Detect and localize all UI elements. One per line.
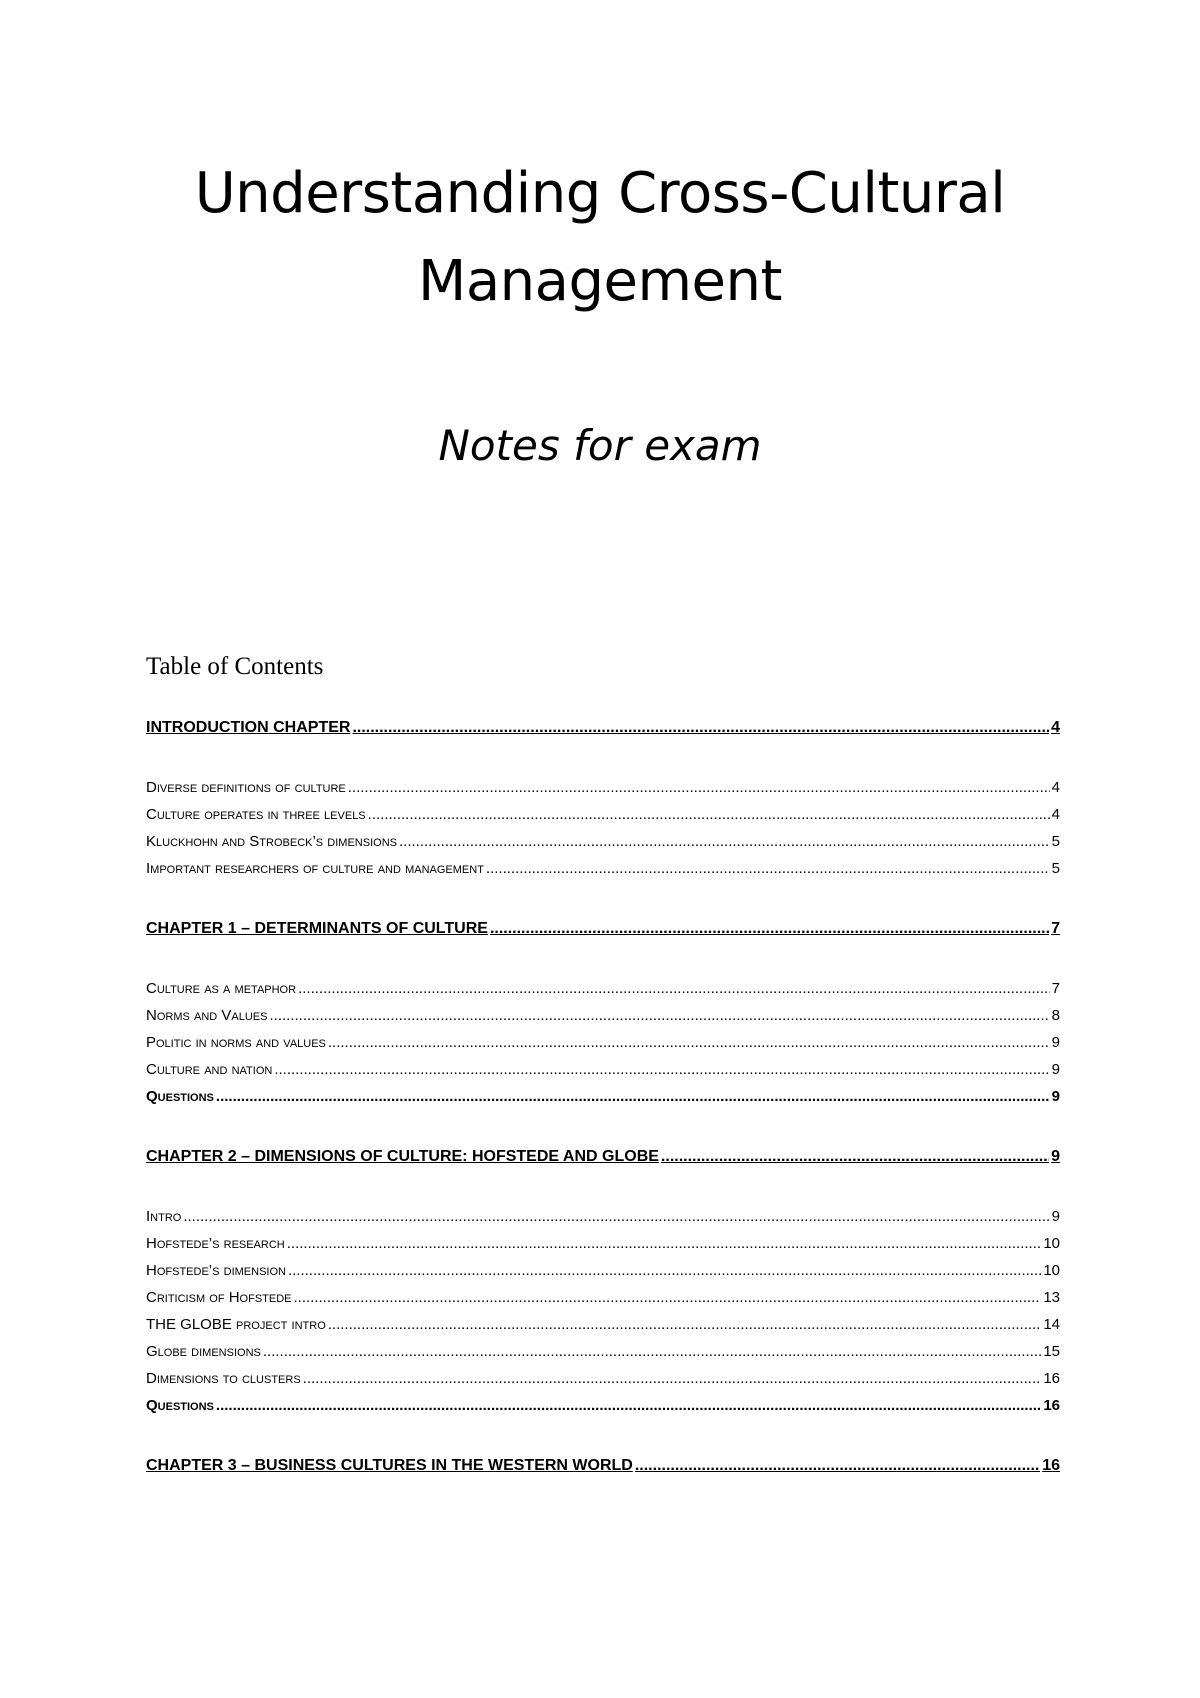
toc-chapter-title: CHAPTER 3 – BUSINESS CULTURES IN THE WESTERN WORLD [146, 1457, 633, 1474]
toc-entry[interactable] [146, 1029, 1060, 1056]
toc-entry[interactable] [146, 1083, 1060, 1110]
toc-dot-leader [328, 1311, 1042, 1338]
toc-dot-leader [216, 1392, 1041, 1419]
toc-entry-title: Hofstede’s dimension [146, 1262, 286, 1279]
toc-page-number: 5 [1051, 833, 1060, 850]
toc-entry[interactable] [146, 975, 1060, 1002]
toc-page-number: 7 [1051, 920, 1060, 937]
toc-chapter-2[interactable] [146, 1143, 1060, 1170]
toc-entry-title: Culture and nation [146, 1061, 273, 1078]
table-of-contents [146, 650, 1060, 1512]
toc-dot-leader [399, 828, 1050, 855]
toc-section-list [146, 774, 1060, 882]
toc-dot-leader [635, 1452, 1040, 1479]
toc-heading: Table of Contents [146, 653, 324, 680]
toc-dot-leader [303, 1365, 1042, 1392]
toc-entry-title: Hofstede’s research [146, 1235, 285, 1252]
toc-page-number: 9 [1051, 1061, 1060, 1078]
toc-chapter-3[interactable] [146, 1452, 1060, 1479]
toc-page-number: 10 [1043, 1262, 1060, 1279]
toc-dot-leader [352, 714, 1049, 741]
toc-page-number: 9 [1051, 1148, 1060, 1165]
toc-section-list [146, 975, 1060, 1110]
toc-chapter-title: CHAPTER 2 – DIMENSIONS OF CULTURE: HOFSTEDE AND GLOBE [146, 1148, 659, 1165]
toc-entry[interactable] [146, 1257, 1060, 1284]
toc-entry[interactable] [146, 1365, 1060, 1392]
toc-entry-title: Diverse definitions of culture [146, 779, 346, 796]
toc-dot-leader [216, 1083, 1050, 1110]
toc-entry[interactable] [146, 1002, 1060, 1029]
toc-page-number: 8 [1051, 1007, 1060, 1024]
toc-dot-leader [348, 774, 1050, 801]
toc-page-number: 4 [1051, 806, 1060, 823]
toc-page-number: 15 [1043, 1343, 1060, 1360]
toc-entry-title: Culture as a metaphor [146, 980, 297, 997]
toc-dot-leader [294, 1284, 1042, 1311]
toc-dot-leader [269, 1002, 1049, 1029]
toc-entry[interactable] [146, 1311, 1060, 1338]
toc-entry-title: Politic in norms and values [146, 1034, 326, 1051]
toc-dot-leader [183, 1203, 1049, 1230]
toc-page-number: 16 [1043, 1397, 1060, 1414]
toc-entry[interactable] [146, 1284, 1060, 1311]
toc-entry[interactable] [146, 774, 1060, 801]
toc-page-number: 16 [1042, 1457, 1060, 1474]
toc-entry-title: Globe dimensions [146, 1343, 261, 1360]
toc-page-number: 5 [1051, 860, 1060, 877]
toc-page-number: 16 [1043, 1370, 1060, 1387]
toc-entry[interactable] [146, 828, 1060, 855]
toc-dot-leader [490, 915, 1049, 942]
title-block [0, 150, 1200, 326]
toc-page-number: 4 [1051, 779, 1060, 796]
toc-page-number: 14 [1043, 1316, 1060, 1333]
toc-dot-leader [287, 1230, 1042, 1257]
toc-entry-title: Important researchers of culture and management [146, 860, 484, 877]
toc-chapter-title: CHAPTER 1 – DETERMINANTS OF CULTURE [146, 920, 488, 937]
toc-page-number: 10 [1043, 1235, 1060, 1252]
toc-entry[interactable] [146, 801, 1060, 828]
toc-dot-leader [661, 1143, 1049, 1170]
document-title-line-2: Management [418, 249, 782, 314]
toc-dot-leader [298, 975, 1050, 1002]
toc-entry[interactable] [146, 855, 1060, 882]
toc-page-number: 9 [1051, 1088, 1060, 1105]
toc-entry-title: Norms and Values [146, 1007, 268, 1024]
toc-dot-leader [263, 1338, 1041, 1365]
toc-entry-title: THE GLOBE project intro [146, 1316, 326, 1333]
document-subtitle: Notes for exam [438, 421, 762, 470]
toc-entry-title: Questions [146, 1088, 214, 1105]
toc-page-number: 7 [1051, 980, 1060, 997]
toc-dot-leader [274, 1056, 1049, 1083]
toc-entry[interactable] [146, 1230, 1060, 1257]
toc-page-number: 13 [1043, 1289, 1060, 1306]
toc-entry[interactable] [146, 1203, 1060, 1230]
toc-page-number: 4 [1051, 719, 1060, 736]
toc-chapter-introduction[interactable] [146, 714, 1060, 741]
toc-dot-leader [328, 1029, 1050, 1056]
toc-chapter-1[interactable] [146, 915, 1060, 942]
toc-entry-title: Dimensions to clusters [146, 1370, 301, 1387]
toc-entry-title: Criticism of Hofstede [146, 1289, 292, 1306]
toc-dot-leader [486, 855, 1050, 882]
toc-entry[interactable] [146, 1338, 1060, 1365]
toc-entry-title: Culture operates in three levels [146, 806, 366, 823]
document-title [0, 150, 1200, 326]
toc-entry-title: Questions [146, 1397, 214, 1414]
toc-entry[interactable] [146, 1056, 1060, 1083]
toc-chapter-title: INTRODUCTION CHAPTER [146, 719, 351, 736]
toc-dot-leader [288, 1257, 1041, 1284]
document-title-line-1: Understanding Cross-Cultural [194, 161, 1006, 226]
toc-section-list [146, 1203, 1060, 1419]
toc-entry-title: Kluckhohn and Strobeck’s dimensions [146, 833, 397, 850]
toc-page-number: 9 [1051, 1034, 1060, 1051]
toc-page-number: 9 [1051, 1208, 1060, 1225]
toc-entry[interactable] [146, 1392, 1060, 1419]
toc-entry-title: Intro [146, 1208, 182, 1225]
toc-dot-leader [368, 801, 1050, 828]
